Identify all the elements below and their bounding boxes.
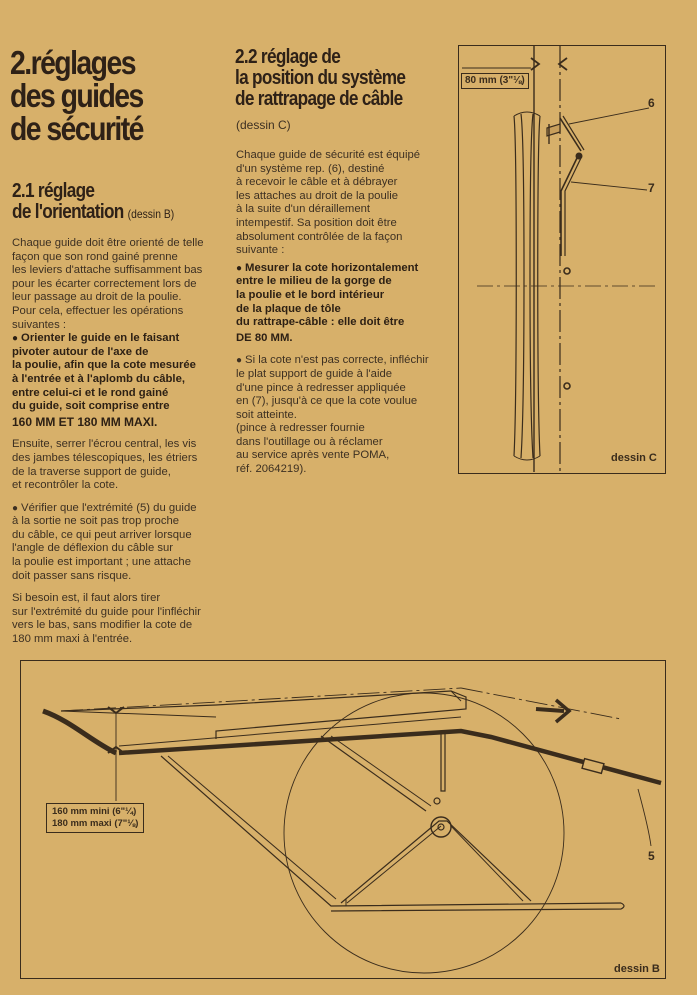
main-title <box>10 46 191 145</box>
drawing-c-label-6: 6 <box>648 96 655 110</box>
paragraph: Chaque guide doit être orienté de telle façon que son rond gainé prenne les leviers d'attache suffisamment bas pour les écarter correctement lors de leur passage au droit de la poulie. Pour cela, effectuer les opérations suivantes : <box>12 237 204 331</box>
main-title-line: 2.réglages <box>10 44 135 81</box>
drawing-c-caption: dessin C <box>611 452 657 464</box>
drawing-c <box>458 45 666 474</box>
section-2-1-heading <box>12 181 174 225</box>
section-2-2-title-line: la position du système <box>235 67 406 89</box>
section-2-2-body <box>236 149 451 477</box>
drawing-c-label-7: 7 <box>648 181 655 195</box>
drawing-b-label-5: 5 <box>648 849 655 863</box>
drawing-c-dimension: 80 mm (3"⅛) <box>461 73 529 89</box>
drawing-b-dimension-box <box>46 803 144 833</box>
section-2-1-drawing-ref: (dessin B) <box>127 207 175 221</box>
section-2-2-drawing-ref: (dessin C) <box>236 118 291 132</box>
paragraph: ● Si la cote n'est pas correcte, infléchir le plat support de guide à l'aide d'une pince à redresser appliquée en (7), jusqu'à ce que la cote voulue soit atteinte. (pince à redresser fournie dans l'outillage ou à réclamer au service après vente POMA, réf. 2064219). <box>236 354 451 476</box>
section-2-1-body <box>12 237 227 647</box>
section-2-1-title-line2: de l'orientation (dessin B) <box>12 201 175 223</box>
paragraph: Chaque guide de sécurité est équipé d'un système rep. (6), destiné à recevoir le câble et à débrayer les attaches au droit de la poulie à la suite d'un déraillement intempestif. Sa position doit être absolument contrôlée de la façon suivante : <box>236 149 421 257</box>
section-2-2-title-line: 2.2 réglage de <box>235 46 341 68</box>
drawing-b <box>20 660 666 979</box>
paragraph: Ensuite, serrer l'écrou central, les vis des jambes télescopiques, les étriers de la traverse support de guide, et recontrôler la cote. <box>12 438 198 492</box>
section-2-2-heading <box>235 47 405 110</box>
drawing-b-caption: dessin B <box>614 963 660 975</box>
section-2-1-title-line1: 2.1 réglage <box>12 180 95 202</box>
drawing-b-dim-max: 180 mm maxi (7"⅛) <box>52 818 139 829</box>
drawing-b-dim-min: 160 mm mini (6"¼) <box>52 806 137 817</box>
bold-instruction: ● Orienter le guide en le faisant pivoter autour de l'axe de la poulie, afin que la cote mesurée à l'entrée et à l'aplomb du câble, entre celui-ci et le rond gainé du guide, soit comprise entre 160 MM ET 180 MM MAXI. <box>12 332 227 429</box>
bold-instruction: ● Mesurer la cote horizontalement entre le milieu de la gorge de la poulie et le bord intérieur de la plaque de tôle du rattrape-câble : elle doit être DE 80 MM. <box>236 262 451 346</box>
paragraph: Si besoin est, il faut alors tirer sur l'extrémité du guide pour l'infléchir vers le bas, sans modifier la cote de 180 mm maxi à l'entrée. <box>12 592 201 646</box>
main-title-line: des guides <box>10 77 143 114</box>
section-2-2-title-line: de rattrapage de câble <box>235 88 403 110</box>
paragraph: ● Vérifier que l'extrémité (5) du guide à la sortie ne soit pas trop proche du câble, ce qui peut arriver lorsque l'angle de déflexion du câble sur la poulie est important ; une attache doit passer sans risque. <box>12 502 227 584</box>
main-title-line: de sécurité <box>10 110 143 147</box>
drawing-c-svg <box>459 46 664 472</box>
